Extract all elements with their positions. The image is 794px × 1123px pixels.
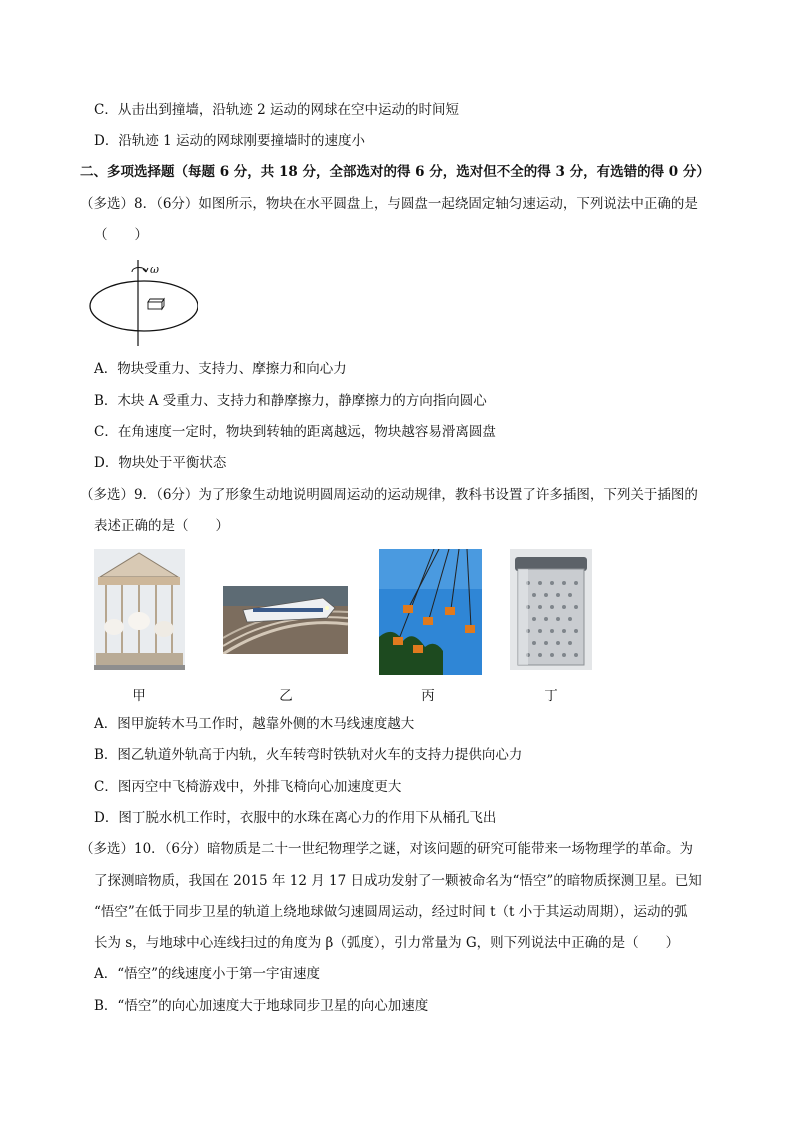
question-8-paren: （ ） <box>94 227 148 243</box>
prev-option-d: D．沿轨迹 1 运动的网球刚要撞墙时的速度小 <box>94 133 365 149</box>
block-icon <box>148 299 164 309</box>
spin-dryer-photo <box>510 549 592 670</box>
section-heading: 二、多项选择题（每题 6 分，共 18 分，全部选对的得 6 分，选对但不全的得 3 分，有选错的得 0 分） <box>80 164 710 180</box>
question-8-option-d: D．物块处于平衡状态 <box>94 455 227 471</box>
prev-option-c: C．从击出到撞墙，沿轨迹 2 运动的网球在空中运动的时间短 <box>94 102 460 118</box>
question-9-option-d: D．图丁脱水机工作时，衣服中的水珠在离心力的作用下从桶孔飞出 <box>94 810 497 826</box>
caption-jia: 甲 <box>132 688 146 704</box>
caption-bing: 丙 <box>421 688 435 704</box>
disk-ellipse <box>90 281 198 331</box>
question-9-stem-cont: 表述正确的是（ ） <box>94 518 229 534</box>
question-9-option-c: C．图丙空中飞椅游戏中，外排飞椅向心加速度更大 <box>94 779 402 795</box>
question-10-stem-3: “悟空”在低于同步卫星的轨道上绕地球做匀速圆周运动，经过时间 t（t 小于其运动周期），运动的弧 <box>94 904 688 920</box>
caption-yi: 乙 <box>279 688 293 704</box>
carousel-photo <box>94 549 185 670</box>
question-9-option-b: B．图乙轨道外轨高于内轨，火车转弯时铁轨对火车的支持力提供向心力 <box>94 747 523 763</box>
question-8-option-a: A．物块受重力、支持力、摩擦力和向心力 <box>94 361 347 377</box>
caption-ding: 丁 <box>544 688 558 704</box>
omega-label: ω <box>150 263 159 276</box>
question-8-option-c: C．在角速度一定时，物块到转轴的距离越远，物块越容易滑离圆盘 <box>94 424 496 440</box>
question-10-stem: （多选）10．（6分）暗物质是二十一世纪物理学之谜，对该问题的研究可能带来一场物理学的革命。为 <box>80 841 694 857</box>
question-9-option-a: A．图甲旋转木马工作时，越靠外侧的木马线速度越大 <box>94 716 415 732</box>
question-10-option-a: A．“悟空”的线速度小于第一宇宙速度 <box>94 966 321 982</box>
question-8-option-b: B．木块 A 受重力、支持力和静摩擦力，静摩擦力的方向指向圆心 <box>94 393 487 409</box>
question-10-stem-4: 长为 s，与地球中心连线扫过的角度为 β（弧度），引力常量为 G，则下列说法中正确的是（ ） <box>94 935 680 951</box>
question-10-option-b: B．“悟空”的向心加速度大于地球同步卫星的向心加速度 <box>94 998 429 1014</box>
rotating-disk-figure <box>88 258 198 350</box>
train-photo <box>223 586 348 654</box>
question-10-stem-2: 了探测暗物质，我国在 2015 年 12 月 17 日成功发射了一颗被命名为“悟空”的暗物质探测卫星。已知 <box>94 873 702 889</box>
question-9-stem: （多选）9．（6分）为了形象生动地说明圆周运动的运动规律，教科书设置了许多插图，下列关于插图的 <box>80 487 698 503</box>
question-8-stem: （多选）8．（6分）如图所示，物块在水平圆盘上，与圆盘一起绕固定轴匀速运动，下列说法中正确的是 <box>80 196 698 212</box>
swing-ride-photo <box>379 549 482 675</box>
